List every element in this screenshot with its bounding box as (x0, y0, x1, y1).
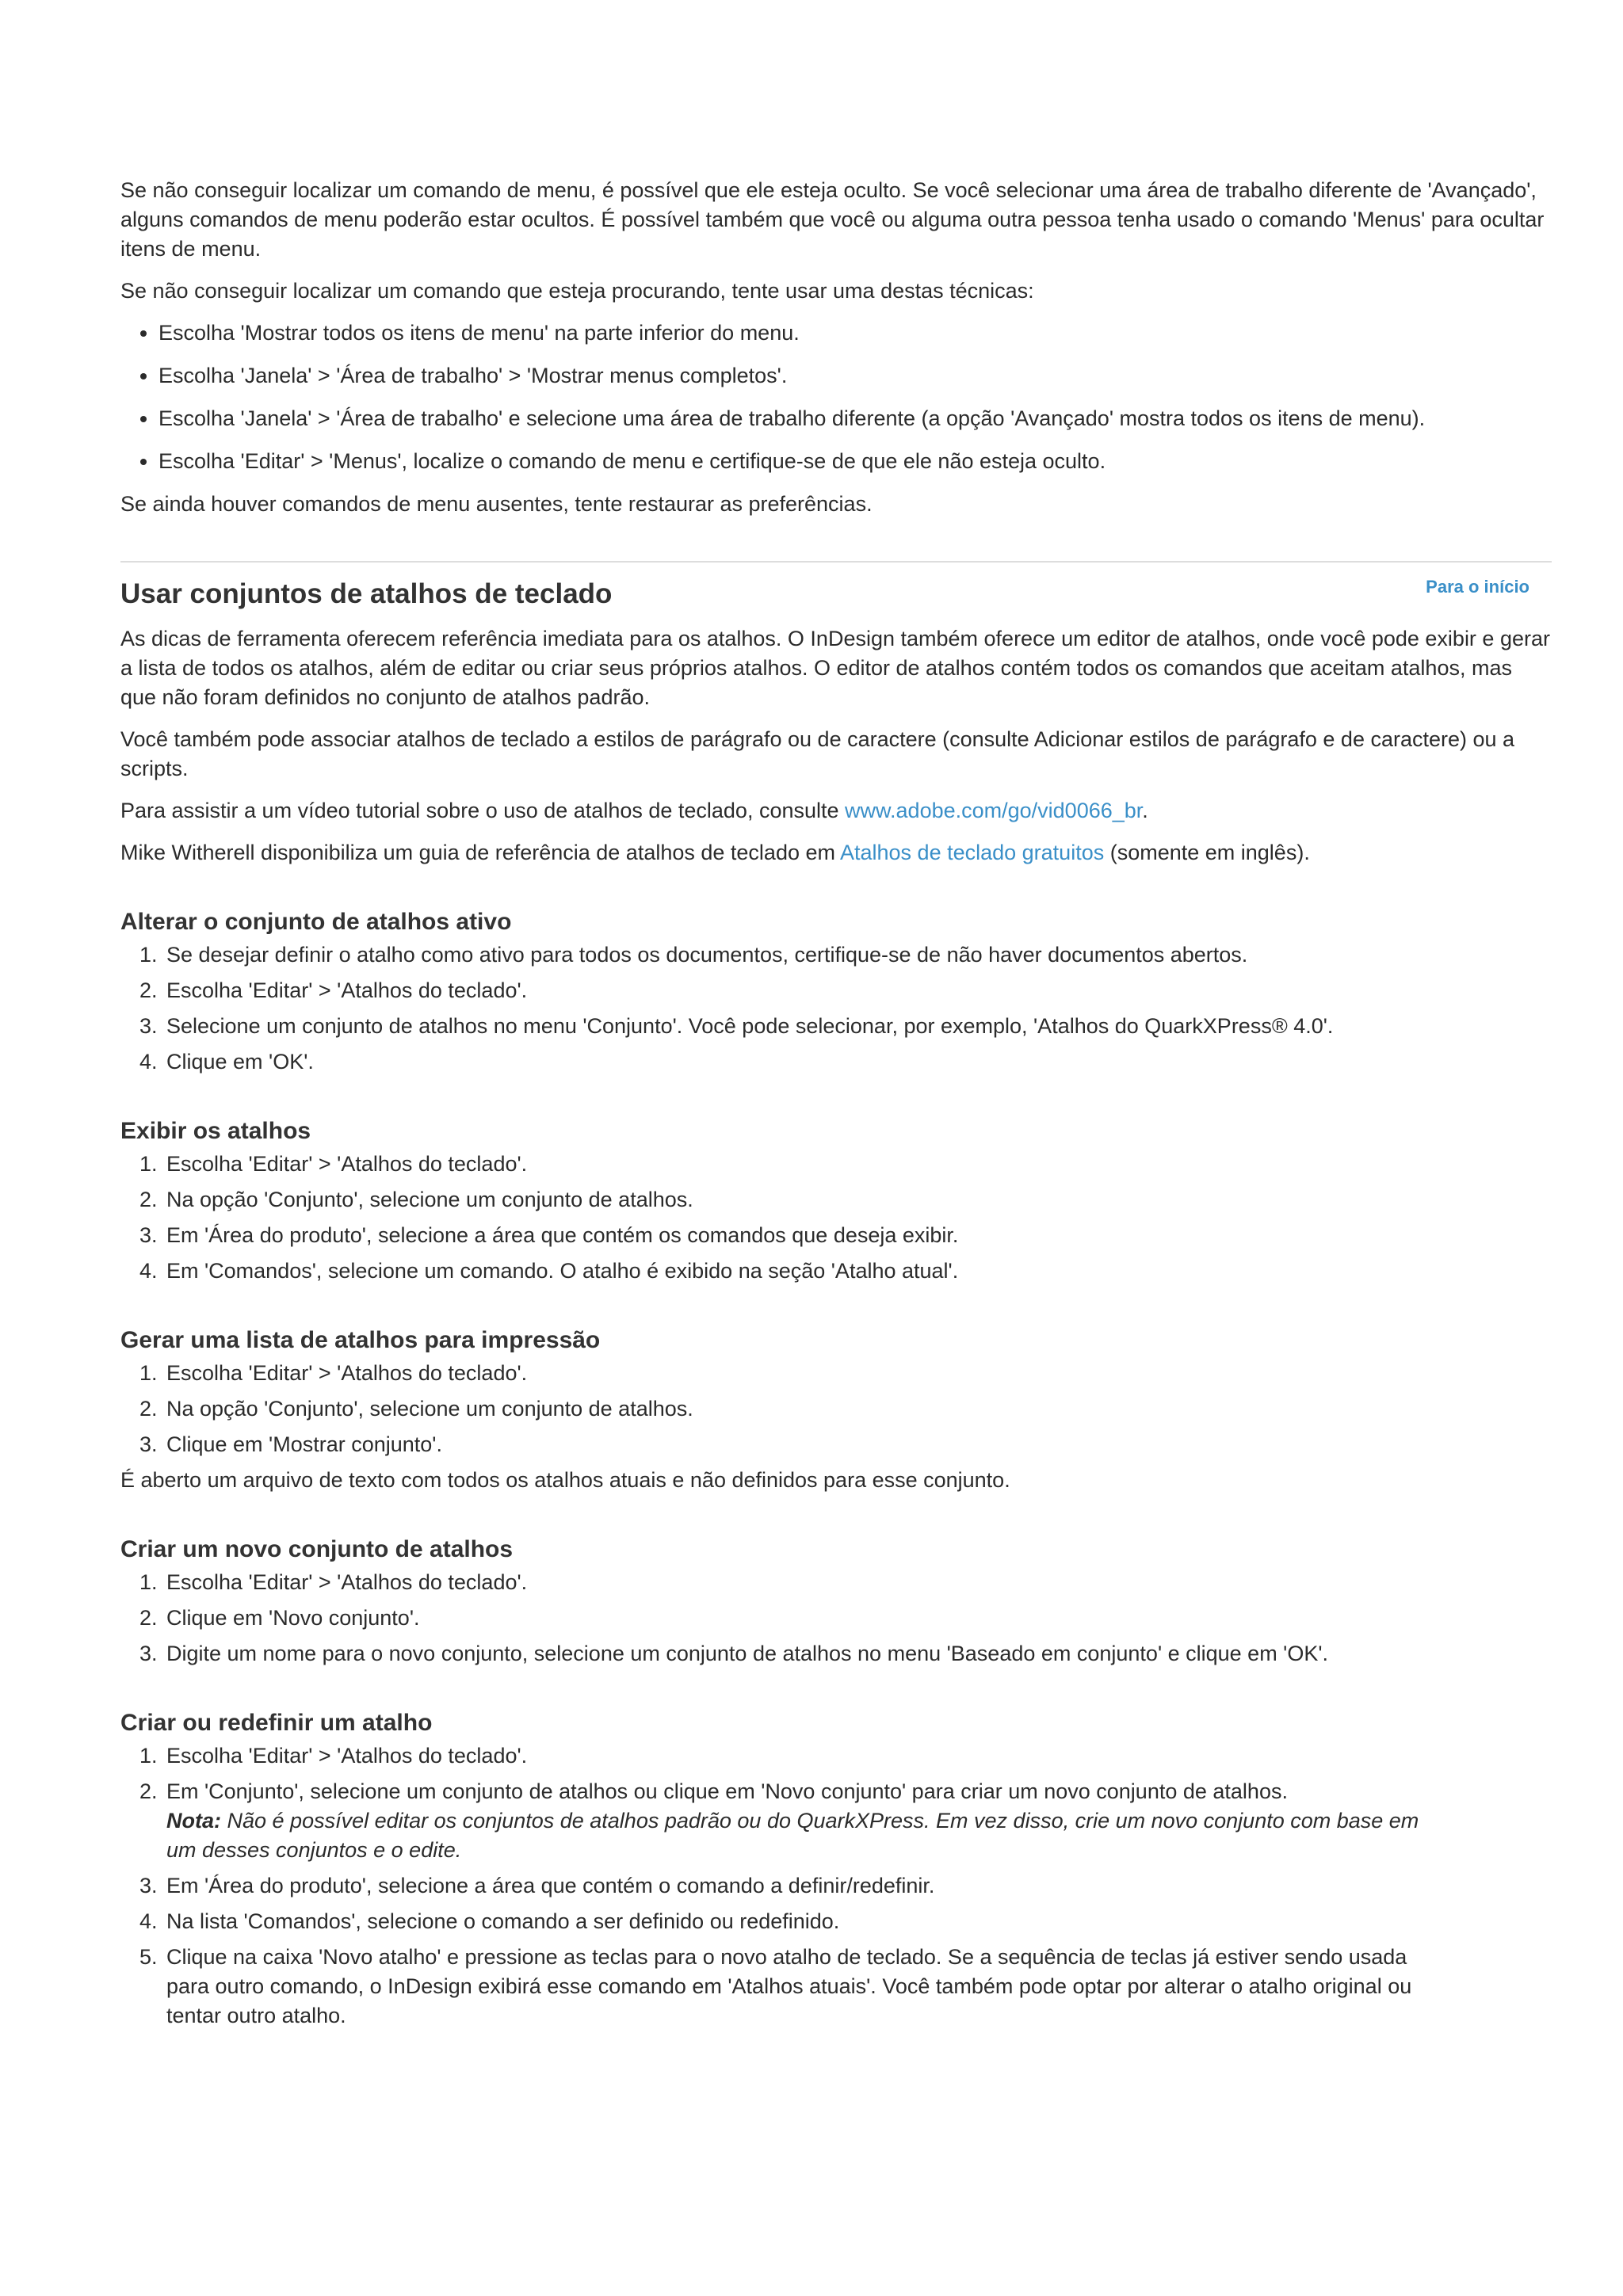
note-text: Não é possível editar os conjuntos de atalhos padrão ou do QuarkXPress. Em vez disso, crie um novo conjunto com base em um desses conjuntos e o edite. (166, 1809, 1419, 1862)
section-paragraph-1: As dicas de ferramenta oferecem referência imediata para os atalhos. O InDesign também oferece um editor de atalhos, onde você pode exibir e gerar a lista de todos os atalhos, além de editar ou criar seus próprios atalhos. O editor de atalhos contém todos os comandos que aceitam atalhos, mas que não foram definidos no conjunto de atalhos padrão. (120, 627, 1550, 709)
video-tutorial-link[interactable]: www.adobe.com/go/vid0066_br (845, 799, 1143, 822)
section-title: Usar conjuntos de atalhos de teclado (120, 578, 613, 609)
step-item: 1. Escolha 'Editar' > 'Atalhos do teclado'. (163, 1741, 1442, 1771)
steps-new-set (120, 1568, 1552, 1669)
subsection-title-view-shortcuts: Exibir os atalhos (120, 1118, 311, 1144)
list-item: • Escolha 'Mostrar todos os itens de menu' na parte inferior do menu. (158, 318, 1442, 348)
step-item: 3. Clique em 'Mostrar conjunto'. (163, 1430, 1442, 1459)
step-item: 5. Clique na caixa 'Novo atalho' e pressione as teclas para o novo atalho de teclado. Se a sequência de teclas já estiver sendo usada para outro comando, o InDesign exibirá esse comando em 'Atalhos atuais'. Você também pode optar por alterar o atalho original ou tentar outro atalho. (163, 1943, 1442, 2031)
note-label: Nota: (166, 1809, 221, 1833)
back-to-top-link[interactable]: Para o início (1426, 577, 1529, 597)
text: (somente em inglês). (1104, 841, 1310, 864)
step-item: 3. Digite um nome para o novo conjunto, selecione um conjunto de atalhos no menu 'Baseado em conjunto' e clique em 'OK'. (163, 1639, 1442, 1669)
print-list-result: É aberto um arquivo de texto com todos os atalhos atuais e não definidos para esse conjunto. (120, 1468, 1010, 1492)
section-header (120, 577, 1552, 612)
subsection-title-change-active-set: Alterar o conjunto de atalhos ativo (120, 909, 512, 935)
intro-paragraph-2: Se não conseguir localizar um comando que esteja procurando, tente usar uma destas técnicas: (120, 279, 1034, 303)
list-item: • Escolha 'Editar' > 'Menus', localize o comando de menu e certifique-se de que ele não esteja oculto. (158, 447, 1442, 476)
step-item: 4. Em 'Comandos', selecione um comando. O atalho é exibido na seção 'Atalho atual'. (163, 1257, 1442, 1286)
steps-redefine-shortcut (120, 1741, 1552, 2031)
step-item: 3. Selecione um conjunto de atalhos no menu 'Conjunto'. Você pode selecionar, por exemplo, 'Atalhos do QuarkXPress® 4.0'. (163, 1012, 1442, 1041)
step-item: 2. Na opção 'Conjunto', selecione um conjunto de atalhos. (163, 1185, 1442, 1215)
step-item: 1. Escolha 'Editar' > 'Atalhos do teclado'. (163, 1359, 1442, 1388)
section-paragraph-4 (120, 838, 1552, 868)
subsection-title-redefine-shortcut: Criar ou redefinir um atalho (120, 1710, 433, 1736)
step-item (163, 1777, 1442, 1865)
list-item: • Escolha 'Janela' > 'Área de trabalho' > 'Mostrar menus completos'. (158, 361, 1442, 391)
text: . (1142, 799, 1148, 822)
intro-paragraph-1: Se não conseguir localizar um comando de menu, é possível que ele esteja oculto. Se você selecionar uma área de trabalho diferente de 'Avançado', alguns comandos de menu poderão estar ocultos. É possível também que você ou alguma outra pessoa tenha usado o comando 'Menus' para ocultar itens de menu. (120, 178, 1545, 261)
note (166, 1806, 1442, 1865)
text: Para assistir a um vídeo tutorial sobre o uso de atalhos de teclado, consulte (120, 799, 846, 822)
section-divider (120, 561, 1552, 563)
steps-print-list (120, 1359, 1552, 1459)
text: Mike Witherell disponibiliza um guia de referência de atalhos de teclado em (120, 841, 840, 864)
steps-change-active-set (120, 940, 1552, 1077)
free-shortcuts-link[interactable]: Atalhos de teclado gratuitos (840, 841, 1105, 864)
technique-list (120, 318, 1552, 476)
step-item: 2. Na opção 'Conjunto', selecione um conjunto de atalhos. (163, 1394, 1442, 1424)
subsection-title-print-list: Gerar uma lista de atalhos para impressão (120, 1327, 601, 1353)
subsection-title-new-set: Criar um novo conjunto de atalhos (120, 1536, 514, 1562)
step-item: 3. Em 'Área do produto', selecione a área que contém os comandos que deseja exibir. (163, 1221, 1442, 1250)
step-item: 1. Escolha 'Editar' > 'Atalhos do teclado'. (163, 1150, 1442, 1179)
step-item: 3. Em 'Área do produto', selecione a área que contém o comando a definir/redefinir. (163, 1871, 1442, 1901)
intro-paragraph-3: Se ainda houver comandos de menu ausentes, tente restaurar as preferências. (120, 492, 873, 516)
step-item: 4. Clique em 'OK'. (163, 1047, 1442, 1077)
step-item: 1. Escolha 'Editar' > 'Atalhos do teclado'. (163, 1568, 1442, 1597)
list-item: • Escolha 'Janela' > 'Área de trabalho' e selecione uma área de trabalho diferente (a opção 'Avançado' mostra todos os itens de menu). (158, 404, 1442, 433)
step-item: 2. Escolha 'Editar' > 'Atalhos do teclado'. (163, 976, 1442, 1005)
step-text: Em 'Conjunto', selecione um conjunto de atalhos ou clique em 'Novo conjunto' para criar um novo conjunto de atalhos. (166, 1779, 1288, 1803)
section-paragraph-3 (120, 796, 1552, 826)
step-item: 1. Se desejar definir o atalho como ativo para todos os documentos, certifique-se de não haver documentos abertos. (163, 940, 1442, 970)
step-item: 2. Clique em 'Novo conjunto'. (163, 1604, 1442, 1633)
section-paragraph-2: Você também pode associar atalhos de teclado a estilos de parágrafo ou de caractere (consulte Adicionar estilos de parágrafo e de caractere) ou a scripts. (120, 727, 1515, 780)
steps-view-shortcuts (120, 1150, 1552, 1286)
step-item: 4. Na lista 'Comandos', selecione o comando a ser definido ou redefinido. (163, 1907, 1442, 1936)
document-page (120, 176, 1552, 2037)
